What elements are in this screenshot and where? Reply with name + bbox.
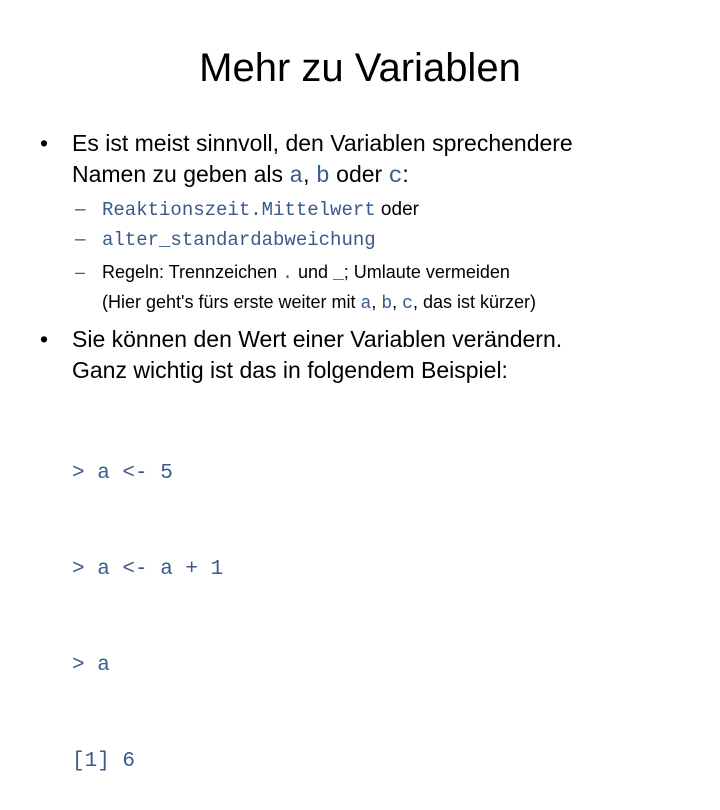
comma: , xyxy=(303,161,316,187)
code-a-2: a xyxy=(360,294,372,314)
code-line: > a <- 5 xyxy=(72,462,173,485)
sub-dash-3: – xyxy=(75,262,86,282)
comma-1: , xyxy=(371,292,382,312)
oder-suffix: oder xyxy=(375,199,419,220)
hier-text: (Hier geht's fürs erste weiter mit xyxy=(102,292,361,312)
code-block xyxy=(72,394,223,810)
und-text: und xyxy=(292,262,333,282)
bullet-1-line-2-text: Namen zu geben als xyxy=(72,161,290,187)
bullet-1-line-1: Es ist meist sinnvoll, den Variablen sprechendere xyxy=(72,130,573,156)
rules-text: Regeln: Trennzeichen xyxy=(102,262,283,282)
code-alter: alter_standardabweichung xyxy=(102,229,376,251)
code-underscore: _ xyxy=(332,264,344,284)
sub-dash-2: – xyxy=(75,229,86,250)
sub-item-1-text xyxy=(102,195,419,225)
umlaute-text: ; Umlaute vermeiden xyxy=(343,262,510,282)
bullet-2-dot: • xyxy=(40,326,49,352)
colon: : xyxy=(402,161,409,187)
bullet-2-line-2: Ganz wichtig ist das in folgendem Beispiel: xyxy=(72,357,508,383)
page-title: Mehr zu Variablen xyxy=(199,46,521,90)
code-b: b xyxy=(315,163,330,189)
code-a: a xyxy=(289,163,304,189)
kuerzer-text: , das ist kürzer) xyxy=(412,292,537,312)
code-line: [1] 6 xyxy=(72,750,136,773)
oder-text: oder xyxy=(329,161,389,187)
sub-item-3-line-1 xyxy=(102,258,510,288)
code-dot: . xyxy=(282,264,293,284)
sub-item-3-line-2 xyxy=(102,288,536,318)
code-line: > a <- a + 1 xyxy=(72,558,224,581)
sub-dash-1: – xyxy=(75,199,86,220)
bullet-1-line-2 xyxy=(72,159,409,192)
code-c-2: c xyxy=(402,294,413,314)
code-c: c xyxy=(388,163,403,189)
bullet-1-dot: • xyxy=(40,130,49,156)
code-reaktionszeit: Reaktionszeit.Mittelwert xyxy=(102,199,376,221)
bullet-2-line-1: Sie können den Wert einer Variablen verändern. xyxy=(72,326,563,352)
code-line: > a xyxy=(72,654,110,677)
comma-2: , xyxy=(392,292,403,312)
code-b-2: b xyxy=(381,294,393,314)
